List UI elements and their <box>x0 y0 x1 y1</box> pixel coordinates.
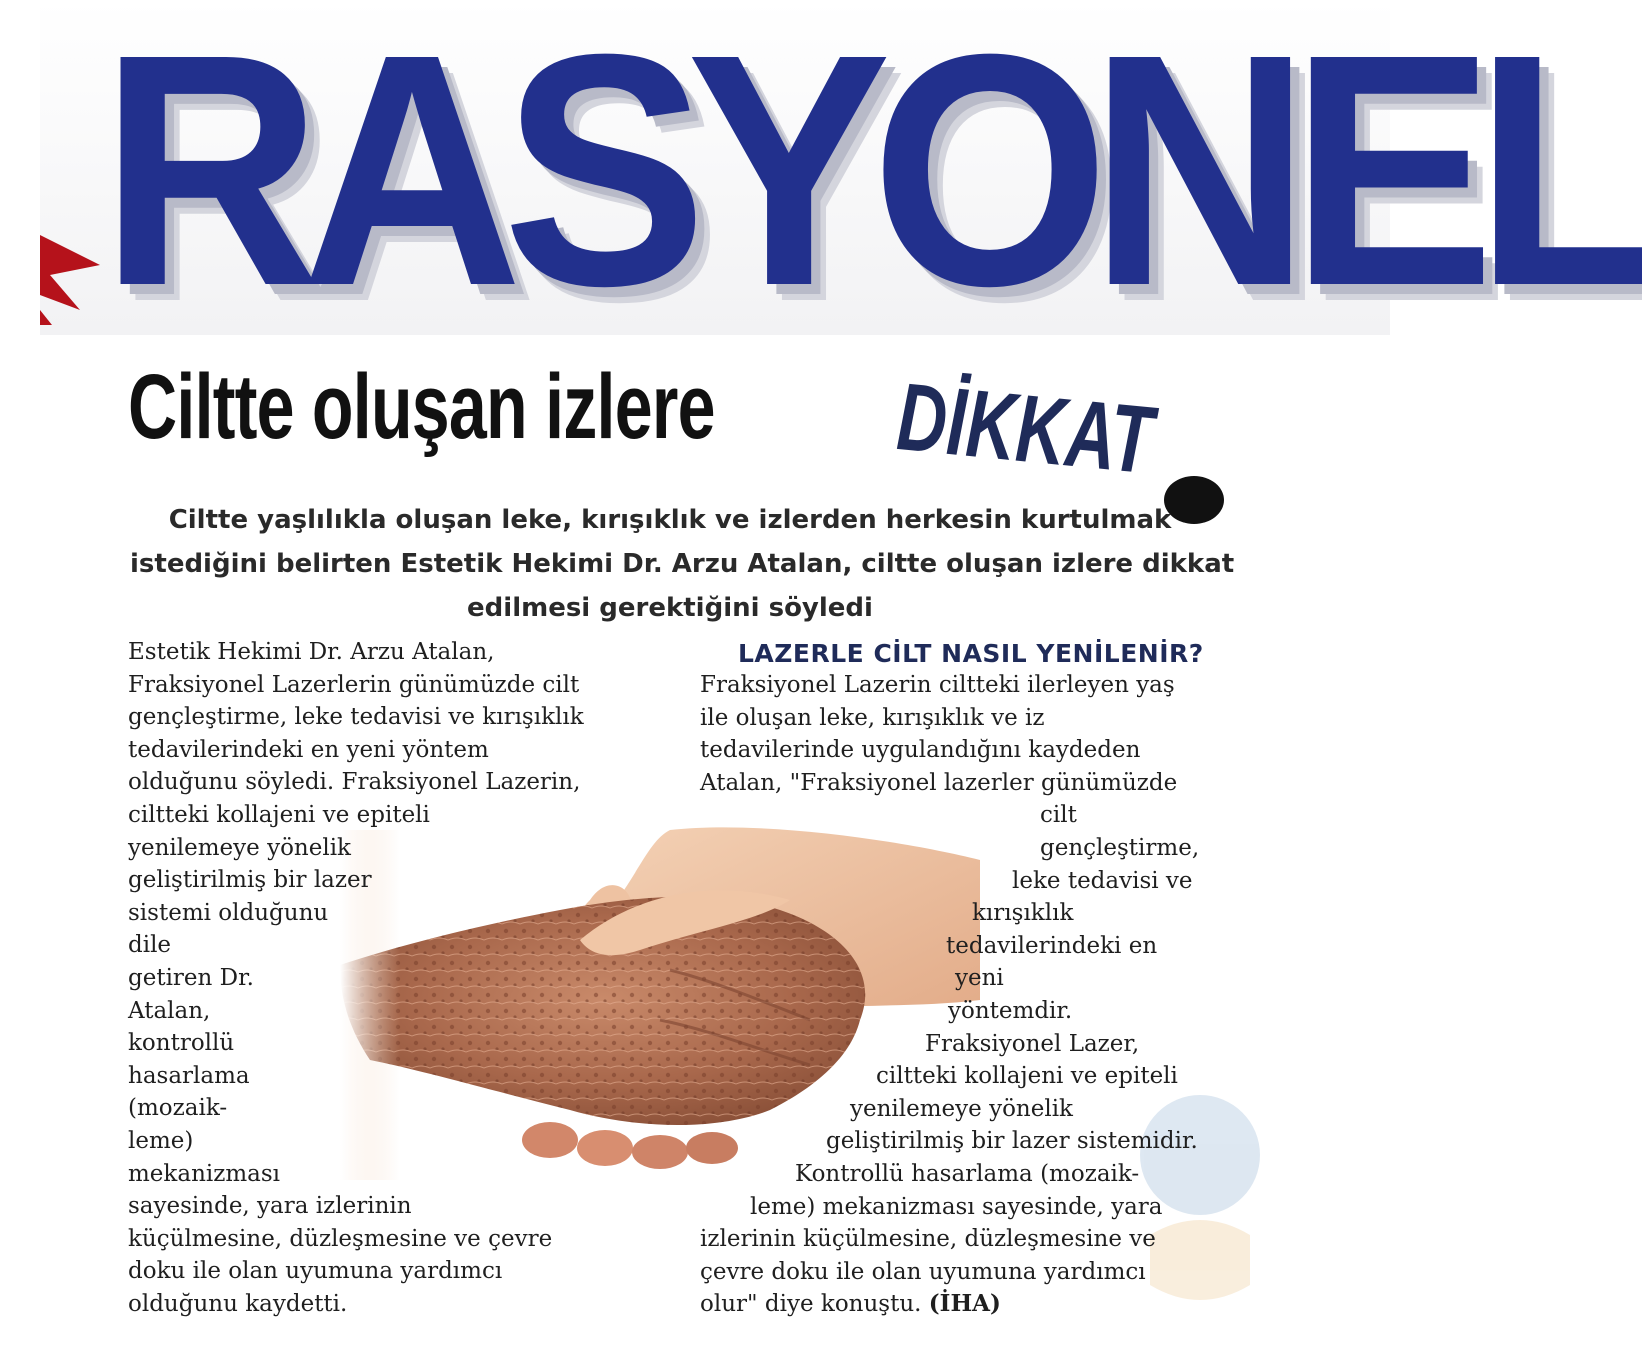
lead-line: istediğini belirten Estetik Hekimi Dr. Arzu Atalan, ciltte oluşan izlere dikkat <box>130 549 1235 579</box>
body-line: leme) <box>128 1128 194 1154</box>
body-line: olur" diye konuştu. <box>700 1291 922 1318</box>
body-line: Fraksiyonel Lazerin ciltteki ilerleyen yaş <box>700 672 1175 698</box>
body-line: olduğunu söyledi. Fraksiyonel Lazerin, <box>128 769 581 796</box>
body-line: hasarlama <box>128 1062 250 1089</box>
masthead-letter: Y <box>686 0 871 354</box>
body-line: yenilemeye yönelik <box>850 1095 1073 1122</box>
body-line: gençleştirme, leke tedavisi ve kırışıklık <box>128 704 584 731</box>
body-line: yöntemdir. <box>948 998 1073 1024</box>
body-line: leke tedavisi ve <box>1012 867 1193 894</box>
body-line: yeni <box>955 965 1004 992</box>
body-line: Estetik Hekimi Dr. Arzu Atalan, <box>128 639 495 665</box>
masthead-letter: A <box>301 0 503 354</box>
masthead-letter: R <box>100 0 302 354</box>
body-line: yenilemeye yönelik <box>128 834 351 861</box>
body-line: (mozaik- <box>128 1095 228 1122</box>
body-line: Atalan, <box>128 997 211 1024</box>
body-line: olduğunu kaydetti. <box>128 1291 348 1317</box>
body-line: küçülmesine, düzleşmesine ve çevre <box>128 1225 553 1252</box>
body-line: doku ile olan uyumuna yardımcı <box>128 1258 503 1285</box>
body-line: getiren Dr. <box>128 965 254 991</box>
body-line: sistemi olduğunu <box>128 899 329 926</box>
masthead-letter: S <box>502 0 687 354</box>
masthead-letter: N <box>1089 0 1291 354</box>
body-line: ciltteki kollajeni ve epiteli <box>876 1063 1178 1090</box>
masthead-letter: O <box>870 0 1090 354</box>
subheading: LAZERLE CİLT NASIL YENİLENİR? <box>738 639 1204 668</box>
body-line: cilt <box>1040 802 1077 829</box>
headline: Ciltte oluşan izlere <box>128 356 715 458</box>
body-line: ciltteki kollajeni ve epiteli <box>128 802 430 828</box>
body-line: sayesinde, yara izlerinin <box>128 1193 412 1220</box>
body-line: geliştirilmiş bir lazer sistemidir. <box>826 1128 1198 1155</box>
lead-line: edilmesi gerektiğini söyledi <box>467 593 873 623</box>
body-line: mekanizması <box>128 1160 281 1187</box>
lead-line: Ciltte yaşlılıkla oluşan leke, kırışıklık ve izlerden herkesin kurtulmak <box>168 505 1172 535</box>
masthead-letter: E <box>1290 0 1475 354</box>
source-credit: (İHA) <box>928 1290 1001 1318</box>
body-line: tedavilerinde uygulandığını kaydeden <box>700 737 1141 764</box>
body-line: Fraksiyonel Lazer, <box>925 1030 1140 1057</box>
masthead-letter: L <box>1474 0 1642 354</box>
body-line: tedavilerindeki en <box>946 932 1158 959</box>
body-line: kırışıklık <box>972 900 1074 927</box>
body-line: leme) mekanizması sayesinde, yara <box>750 1193 1163 1220</box>
body-line: dile <box>128 932 172 959</box>
body-line: Atalan, "Fraksiyonel lazerler günümüzde <box>700 769 1178 796</box>
body-line: gençleştirme, <box>1040 835 1200 861</box>
body-line: geliştirilmiş bir lazer <box>128 867 372 894</box>
body-line: kontrollü <box>128 1030 235 1057</box>
body-line-final <box>700 1288 1001 1321</box>
headline-accent: DİKKAT <box>894 362 1156 495</box>
body-line: izlerinin küçülmesine, düzleşmesine ve <box>700 1226 1156 1253</box>
body-line: çevre doku ile olan uyumuna yardımcı <box>700 1258 1146 1285</box>
body-line: ile oluşan leke, kırışıklık ve iz <box>700 704 1045 731</box>
body-line: tedavilerindeki en yeni yöntem <box>128 736 489 763</box>
body-line: Fraksiyonel Lazerlerin günümüzde cilt <box>128 671 580 698</box>
body-line: Kontrollü hasarlama (mozaik- <box>795 1161 1140 1187</box>
